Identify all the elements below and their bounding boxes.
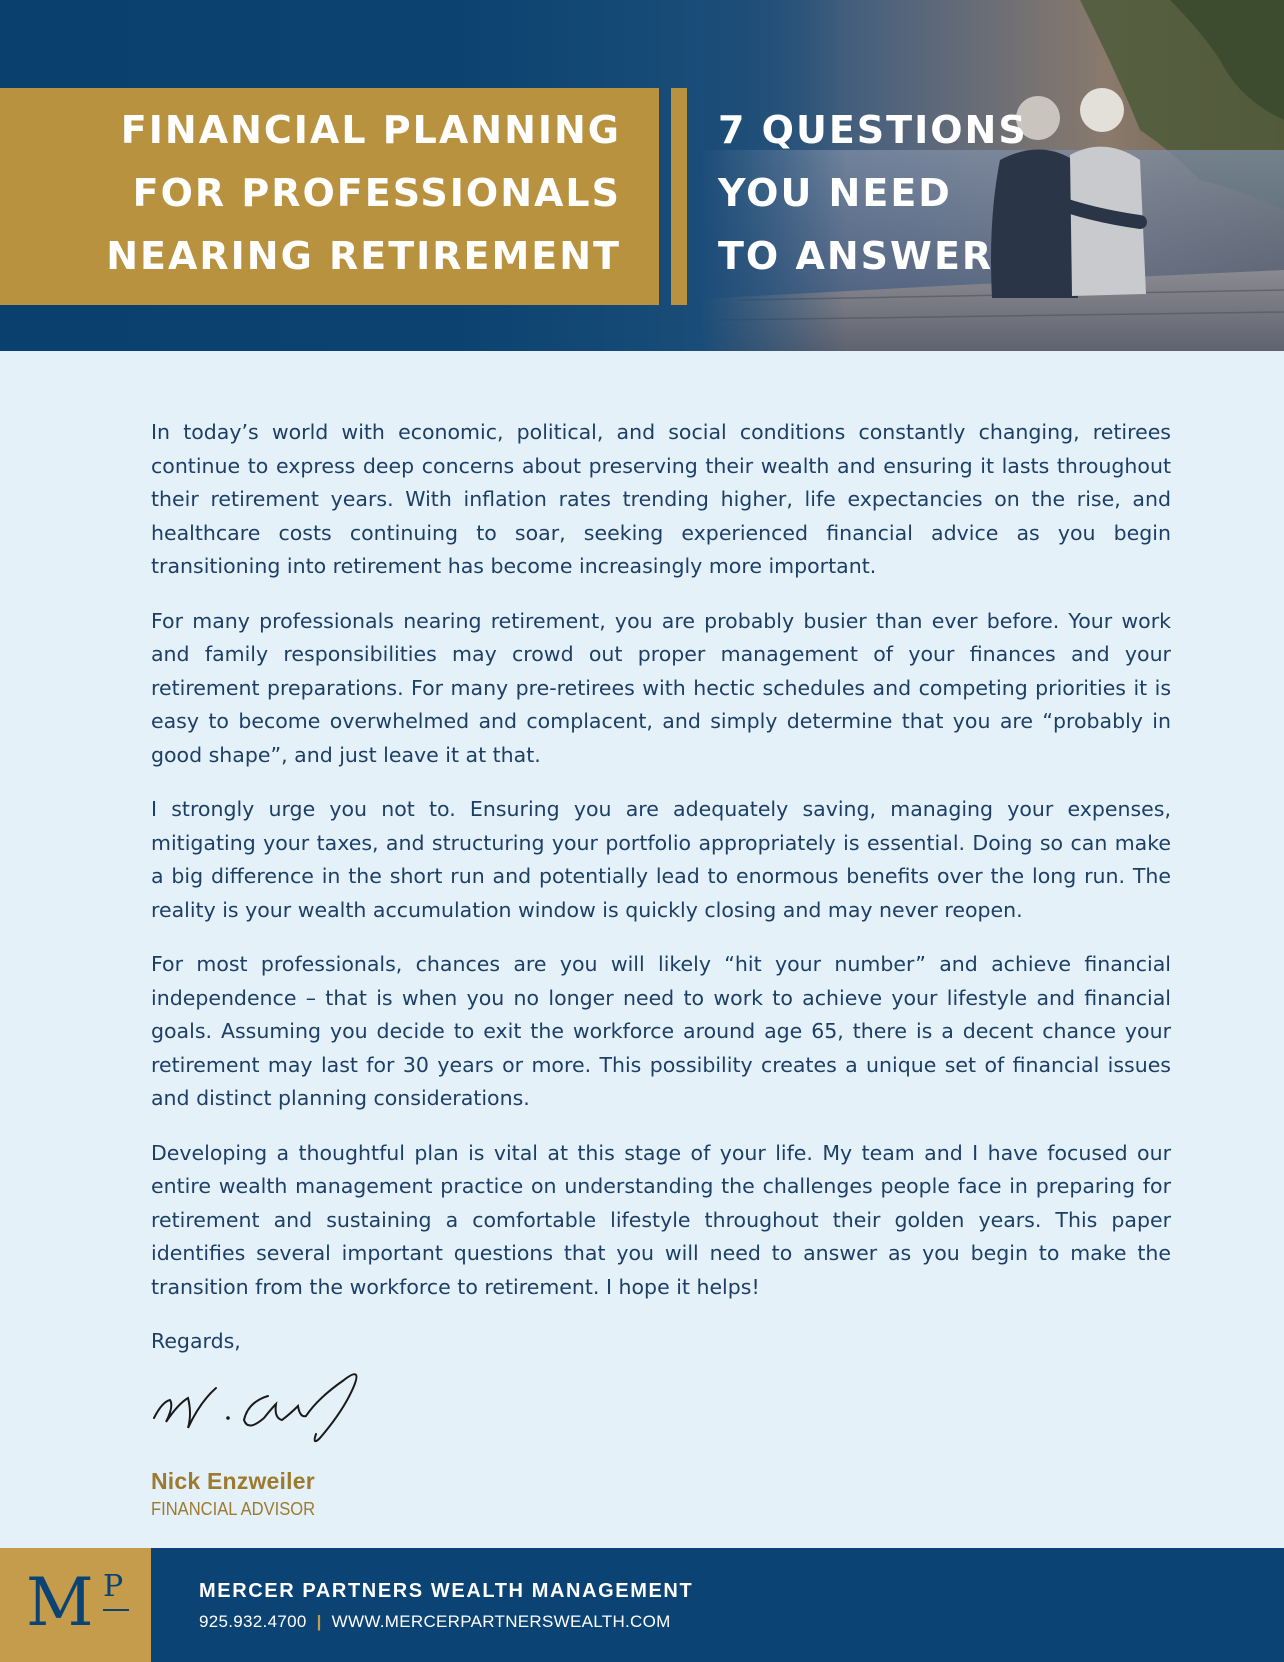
firm-website-link[interactable]: WWW.MERCERPARTNERSWEALTH.COM — [331, 1612, 671, 1631]
gold-divider-bar — [671, 88, 687, 305]
letter-paragraph-1: In today’s world with economic, political, and social conditions constantly changing, retirees continue to express deep concerns about preserving their wealth and ensuring it lasts throughout their retirement years. With inflation rates trending higher, life expectancies on the rise, and healthcare costs continuing to soar, seeking experienced financial advice as you begin transitioning into retirement has become increasingly more important. — [151, 420, 1171, 578]
letter-body — [151, 416, 1171, 1358]
title-right-line-2: YOU NEED — [718, 171, 952, 215]
logo-letter-m: M — [26, 1564, 94, 1641]
footer — [0, 1548, 1284, 1662]
title-left-line-1: FINANCIAL PLANNING — [120, 108, 621, 152]
firm-name: MERCER PARTNERS WEALTH MANAGEMENT — [199, 1580, 694, 1602]
letter-paragraph-5: Developing a thoughtful plan is vital at this stage of your life. My team and I have focused our entire wealth management practice on understanding the challenges people face in preparing for retirement and sustaining a comfortable lifestyle throughout their golden years. This paper identifies several important questions that you will need to answer as you begin to make the transition from the workforce to retirement. I hope it helps! — [151, 1140, 1171, 1299]
letter-closing: Regards, — [151, 1329, 241, 1353]
logo-letter-p: P — [103, 1569, 124, 1604]
title-left-line-3: NEARING RETIREMENT — [106, 234, 621, 278]
title-right-line-3: TO ANSWER — [718, 234, 994, 278]
contact-separator: | — [316, 1612, 322, 1631]
title-left-panel — [0, 88, 659, 305]
letter-paragraph-4: For most professionals, chances are you will likely “hit your number” and achieve financial independence – that is when you no longer need to work to achieve your lifestyle and financial goals. Assuming you decide to exit the workforce around age 65, there is a decent chance your retirement may last for 30 years or more. This possibility creates a unique set of financial issues and distinct planning considerations. — [151, 952, 1171, 1110]
signature-image — [148, 1358, 388, 1454]
header-banner — [0, 0, 1284, 351]
title-left-line-2: FOR PROFESSIONALS — [132, 171, 621, 215]
firm-contact — [199, 1612, 671, 1632]
title-right-line-1: 7 QUESTIONS — [718, 108, 1028, 152]
signer-title: FINANCIAL ADVISOR — [151, 1499, 316, 1519]
letter-paragraph-3: I strongly urge you not to. Ensuring you are adequately saving, managing your expenses, mitigating your taxes, and structuring your portfolio appropriately is essential. Doing so can make a big difference in the short run and potentially lead to enormous benefits over the long run. The reality is your wealth accumulation window is quickly closing and may never reopen. — [151, 797, 1171, 922]
logo-underline — [103, 1609, 129, 1611]
firm-logo — [0, 1548, 151, 1662]
firm-phone[interactable]: 925.932.4700 — [199, 1612, 307, 1631]
signer-name: Nick Enzweiler — [151, 1468, 315, 1494]
letter-paragraph-2: For many professionals nearing retirement, you are probably busier than ever before. Your work and family responsibilities may crowd out proper management of your finances and your retirement preparations. For many pre-retirees with hectic schedules and competing priorities it is easy to become overwhelmed and complacent, and simply determine that you are “probably in good shape”, and just leave it at that. — [151, 608, 1171, 767]
